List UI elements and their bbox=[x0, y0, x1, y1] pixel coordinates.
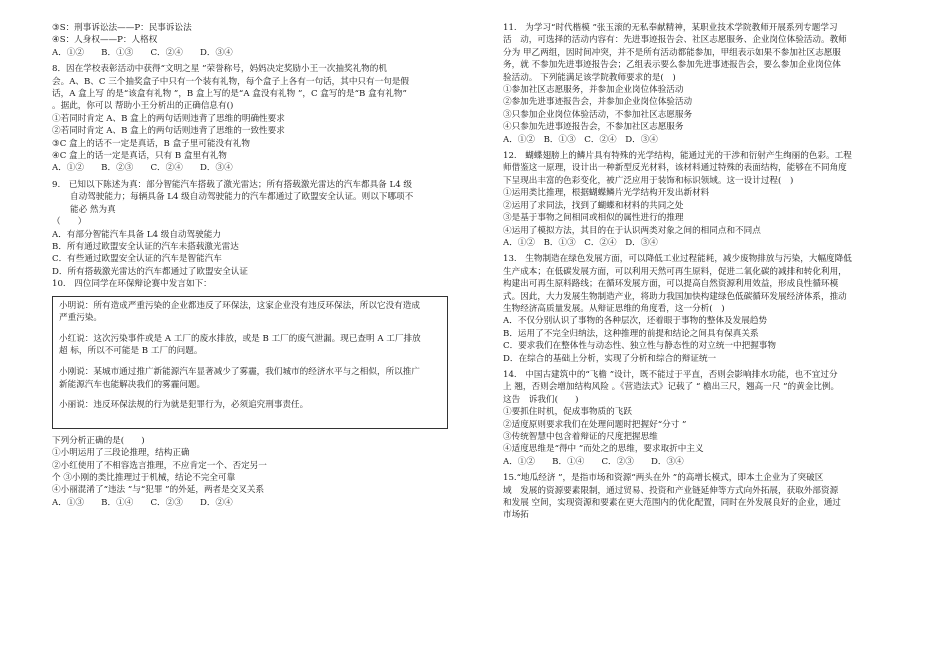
answer-options: A．①② B．①④ C．②③ D．③④ bbox=[503, 456, 684, 467]
question-stem: 式。因此，大力发展生物制造产业，将助力我国加快构建绿色低碳循环发展经济体系，推动 bbox=[503, 291, 847, 302]
statement: ④只参加先进事迹报告会，不参加社区志愿服务 bbox=[503, 122, 684, 133]
statement: ③C 盒上的话不一定是真话，B 盒子里可能没有礼物 bbox=[52, 138, 250, 149]
statement: B．运用了不完全归纳法，这种推理的前提和结论之间具有保真关系 bbox=[503, 328, 759, 339]
question-stem: （ ） bbox=[52, 217, 87, 228]
question-12 bbox=[503, 150, 908, 249]
statement: ①要抓住时机，促成事物质的飞跃 bbox=[503, 407, 632, 418]
quote-line: 超 标，所以不可能是 B 工厂的问题。 bbox=[59, 346, 203, 357]
answer-options: A．①② B．①③ C．②④ D．③④ bbox=[52, 47, 233, 58]
question-14 bbox=[503, 369, 908, 468]
question-stem: 域 发展的资源要素限制，通过贸易、投资和产业链延伸等方式向外拓展，获取外部资源 bbox=[503, 485, 839, 496]
question-stem: 市场拓 bbox=[503, 510, 529, 521]
question-8 bbox=[52, 63, 457, 175]
quote-line: 小明说：所有造成严重污染的企业都违反了环保法，这家企业没有违反环保法，所以它没有造成 bbox=[59, 300, 420, 311]
text-line: ④S：人身权——P：人格权 bbox=[52, 35, 158, 46]
quote-line: 小红说：这次污染事件或是 A 工厂的废水排放，或是 B 工厂的废气泄漏。现已查明 A 工厂排放 bbox=[59, 333, 421, 344]
question-stem: 分为 甲乙两组，因时间冲突，并不是所有活动都能参加，甲组表示如果不参加社区志愿服 bbox=[503, 47, 841, 58]
question-stem: 8．因在学校表彰活动中获得“文明之星 ”荣誉称号，妈妈决定奖励小王一次抽奖礼物的机 bbox=[52, 64, 387, 75]
quote-line: 严重污染。 bbox=[59, 313, 102, 324]
answer-options: A．①② B．①③ C．②④ D．③④ bbox=[503, 237, 658, 248]
question-stem: 自动驾驶能力；每辆具备 L4 级自动驾驶能力的汽车都通过了欧盟安全认证。则以下哪项不 bbox=[70, 192, 414, 203]
debate-quote-box bbox=[52, 296, 448, 429]
statement: ②运用了求同法，找到了蝴蝶和材料的共同之处 bbox=[503, 200, 684, 211]
text-line: ③S：刑事诉讼法——P：民事诉讼法 bbox=[52, 23, 192, 33]
question-stem: 下呈现出丰富的色彩变化，被广泛应用于装饰和标识领域。这一设计过程( ) bbox=[503, 175, 794, 186]
statement: ②适度原则要求我们在处理问题时把握好“分寸 ” bbox=[503, 419, 687, 430]
statement: C．要求我们在整体性与动态性、独立性与静态性的对立统一中把握事物 bbox=[503, 341, 776, 352]
statement: ①小明运用了三段论推理，结构正确 bbox=[52, 448, 190, 459]
statement: ②若同时肯定 A、B 盒上的两句话则违背了思维的一致性要求 bbox=[52, 126, 285, 137]
statement: ①运用类比推理，根据蝴蝶鳞片光学结构开发出新材料 bbox=[503, 188, 710, 199]
question-stem: 话，A 盒上写 的是“该盒有礼物 ”，B 盒上写的是“A 盒没有礼物 ”，C 盒写的是“B 盒有礼物” bbox=[52, 89, 407, 100]
question-10 bbox=[52, 278, 457, 509]
answer-options: A．①③ B．①④ C．②③ D．②④ bbox=[52, 497, 233, 508]
statement: ③只参加企业岗位体验活动，不参加社区志愿服务 bbox=[503, 109, 693, 120]
question-11 bbox=[503, 22, 908, 146]
question-stem: 构建出可再生原料路线；在循环发展方面，可以提高自然资源利用效益，形成良性循环模 bbox=[503, 279, 839, 290]
statement: ①若同时肯定 A、B 盒上的两句话则违背了思维的明确性要求 bbox=[52, 113, 285, 124]
quote-line: 小丽说：违反环保法规的行为就是犯罪行为，必须追究刑事责任。 bbox=[59, 400, 309, 411]
question-stem: 会。A、B、C 三个抽奖盒子中只有一个装有礼物，每个盒子上各有一句话，其中只有一句是假 bbox=[52, 76, 409, 87]
statement: ③是基于事物之间相同或相似的属性进行的推理 bbox=[503, 213, 684, 224]
question-stem: 15.“地瓜经济 ”，是指市场和资源“两头在外 ”的高增长模式，即本土企业为了突破区 bbox=[503, 473, 824, 484]
question-stem: 11. 为学习“时代楷模 ”张玉滚的无私奉献精神，某职业技术学院教师开展系列专题学习 bbox=[503, 23, 838, 33]
question-stem: 师借鉴这一原理，设计出一种新型反光材料，该材料通过特殊的表面结构，能够在不同角度 bbox=[503, 163, 847, 174]
statement: D．在综合的基础上分析，实现了分析和综合的辩证统一 bbox=[503, 353, 717, 364]
statement: A．有部分智能汽车具备 L4 级自动驾驶能力 bbox=[52, 229, 221, 240]
question-stem: 14. 中国古建筑中的“飞檐 ”设计，既不能过于平直，否则会影响排水功能，也不宜过分 bbox=[503, 369, 838, 380]
statement: 个 ③小刚的类比推理过于机械，结论不完全可靠 bbox=[52, 472, 236, 483]
statement: A．不仅分别认识了事物的各种层次，还着眼于事物的整体及发展趋势 bbox=[503, 316, 768, 327]
question-stem: 活 动，可选择的活动内容有：先进事迹报告会、社区志愿服务、企业岗位体验活动。教师 bbox=[503, 35, 847, 46]
statement: B．所有通过欧盟安全认证的汽车未搭载激光雷达 bbox=[52, 241, 239, 252]
question-15 bbox=[503, 472, 908, 522]
statement: ④适度思维是“得中 ”而处之的思维，要求取折中主义 bbox=[503, 444, 704, 455]
statement: ③传统智慧中包含着辩证的尺度把握思维 bbox=[503, 432, 658, 442]
left-column bbox=[52, 22, 457, 509]
statement: ②参加先进事迹报告会，并参加企业岗位体验活动 bbox=[503, 97, 693, 108]
question-stem: 13. 生物制造在绿色发展方面，可以降低工业过程能耗，减少废物排放与污染，大幅度降低 bbox=[503, 254, 852, 265]
right-column bbox=[503, 22, 908, 522]
question-stem: 验活动。 下列能满足该学院教师要求的是( ) bbox=[503, 72, 676, 83]
statement: ②小红使用了不相容选言推理，不应肯定一个、否定另一 bbox=[52, 460, 267, 471]
q7-tail bbox=[52, 22, 457, 59]
question-stem: 9. 已知以下陈述为真：部分智能汽车搭载了激光雷达；所有搭载激光雷达的汽车都具备 L4 级 bbox=[52, 179, 412, 190]
question-stem: 12. 蝴蝶翅膀上的鳞片具有特殊的光学结构，能通过光的干涉和衍射产生绚丽的色彩。工程 bbox=[503, 151, 852, 162]
quote-line: 小刚说：某城市通过推广新能源汽车显著减少了雾霾，我们城市的经济水平与之相似，所以推广 bbox=[59, 366, 420, 377]
statement: C．有些通过欧盟安全认证的汽车是智能汽车 bbox=[52, 254, 222, 265]
statement: ④运用了模拟方法，其目的在于认识两类对象之间的相同点和不同点 bbox=[503, 225, 761, 236]
question-stem: 这告 诉我们( ) bbox=[503, 394, 579, 405]
statement: ④C 盒上的话一定是真话，只有 B 盒里有礼物 bbox=[52, 151, 227, 162]
question-stem: 10. 四位同学在环保辩论赛中发言如下： bbox=[52, 279, 212, 290]
question-13 bbox=[503, 253, 908, 365]
question-stem: 能必 然为真 bbox=[70, 204, 116, 215]
question-stem: 。据此，你可以 帮助小王分析出的正确信息有() bbox=[52, 101, 234, 112]
statement: ①参加社区志愿服务，并参加企业岗位体验活动 bbox=[503, 85, 684, 96]
quote-line: 新能源汽车也能解决我们的雾霾问题。 bbox=[59, 379, 206, 390]
question-stem: 生物经济高质量发展。从辩证思维的角度看，这一分析( ) bbox=[503, 303, 725, 314]
answer-options: A．①② B．①③ C．②④ D．③④ bbox=[503, 134, 658, 145]
question-stem: 生产成本；在低碳发展方面，可以利用天然可再生原料，促进二氧化碳的减排和转化利用， bbox=[503, 266, 847, 277]
question-ask: 下列分析正确的是( ) bbox=[52, 435, 145, 446]
statement: D．所有搭载激光雷达的汽车都通过了欧盟安全认证 bbox=[52, 266, 248, 277]
answer-options: A．①② B．②③ C．②④ D．③④ bbox=[52, 163, 233, 174]
statement: ④小丽混淆了“违法 ”与“犯罪 ”的外延，两者是交叉关系 bbox=[52, 485, 265, 496]
question-stem: 和发展 空间，实现资源和要素在更大范围内的优化配置，同时在外发展良好的企业，通过 bbox=[503, 498, 841, 509]
question-stem: 务，就 不参加先进事迹报告会；乙组表示要么参加先进事迹报告会，要么参加企业岗位体 bbox=[503, 60, 841, 71]
question-stem: 上 翘，否则会增加结构风险 。《营造法式》记载了 “ 檐出三尺，翘高一尺 ”的黄金比例。 bbox=[503, 382, 840, 393]
question-9 bbox=[52, 179, 457, 278]
